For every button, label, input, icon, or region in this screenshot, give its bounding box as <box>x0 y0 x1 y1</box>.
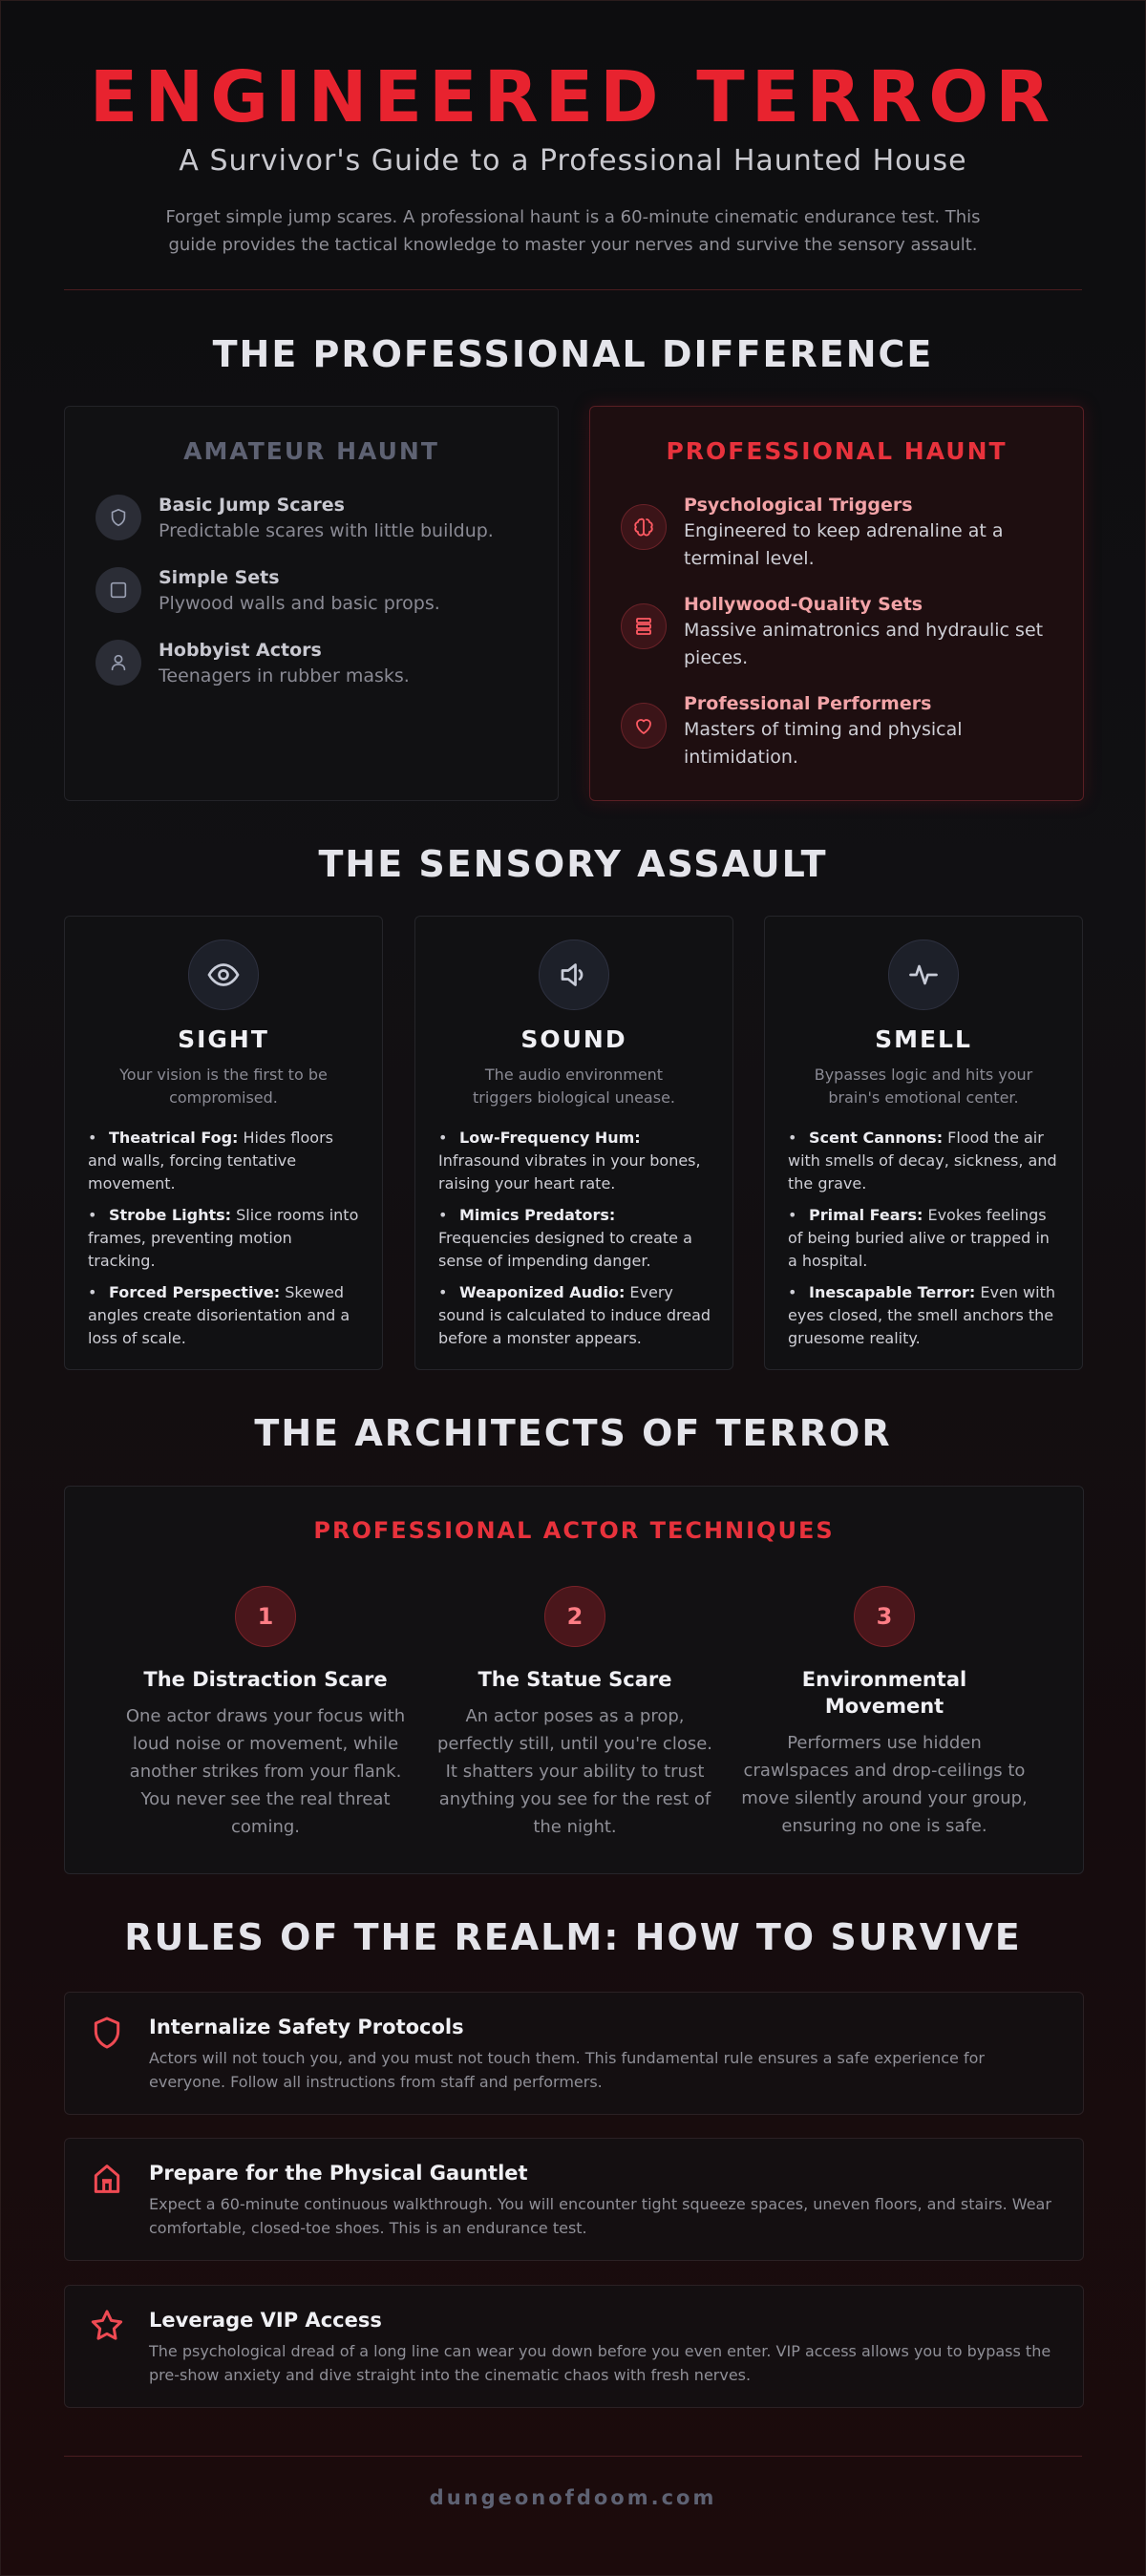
speaker-icon <box>539 940 609 1010</box>
list-item: • Weaponized Audio: Every sound is calculated to induce dread before a monster appears. <box>438 1283 711 1347</box>
amateur-haunt-title: AMATEUR HAUNT <box>183 437 439 465</box>
step-number: 3 <box>854 1586 915 1647</box>
list-item: • Forced Perspective: Skewed angles create disorientation and a loss of scale. <box>88 1283 350 1347</box>
professional-item-desc: Masters of timing and physical intimidation. <box>684 719 963 768</box>
footer-site: dungeonofdoom.com <box>429 2486 717 2509</box>
list-item: • Scent Cannons: Flood the air with smells of decay, sickness, and the grave. <box>788 1129 1057 1193</box>
rule-card <box>64 1992 1084 2115</box>
amateur-item-desc: Predictable scares with little buildup. <box>159 520 494 541</box>
section-title-architects: THE ARCHITECTS OF TERROR <box>254 1412 892 1454</box>
professional-haunt-title: PROFESSIONAL HAUNT <box>666 437 1008 465</box>
sense-list <box>438 1127 711 1359</box>
rule-card <box>64 2285 1084 2408</box>
professional-item-heading: Psychological Triggers <box>684 495 913 516</box>
list-item: • Primal Fears: Evokes feelings of being buried alive or trapped in a hospital. <box>788 1206 1050 1270</box>
star-icon <box>88 2307 126 2345</box>
rule-card <box>64 2138 1084 2261</box>
sense-card-smell <box>764 916 1083 1370</box>
divider <box>64 2456 1082 2457</box>
sense-desc: Bypasses logic and hits your brain's emotional center. <box>814 1066 1033 1107</box>
amateur-item-heading: Simple Sets <box>159 567 280 588</box>
technique-heading: Environmental Movement <box>801 1668 967 1718</box>
heart-icon <box>621 703 667 749</box>
techniques-subtitle: PROFESSIONAL ACTOR TECHNIQUES <box>313 1517 835 1544</box>
rule-heading: Prepare for the Physical Gauntlet <box>149 2162 528 2185</box>
list-item: • Inescapable Terror: Even with eyes closed, the smell anchors the gruesome reality. <box>788 1283 1055 1347</box>
list-item: • Low-Frequency Hum: Infrasound vibrates in your bones, raising your heart rate. <box>438 1129 701 1193</box>
section-title-rules: RULES OF THE REALM: HOW TO SURVIVE <box>124 1916 1022 1958</box>
intro-paragraph: Forget simple jump scares. A professional haunt is a 60-minute cinematic endurance test. This guide provides the tactical knowledge to master your nerves and survive the sensory assault. <box>165 207 981 255</box>
amateur-item-desc: Plywood walls and basic props. <box>159 593 440 614</box>
rule-heading: Leverage VIP Access <box>149 2309 382 2332</box>
amateur-item-desc: Teenagers in rubber masks. <box>159 665 410 686</box>
rule-desc: Expect a 60-minute continuous walkthrough. You will encounter tight squeeze spaces, uneven floors, and stairs. Wear comfortable, closed-toe shoes. This is an endurance test. <box>149 2195 1051 2237</box>
technique-heading: The Statue Scare <box>478 1668 672 1691</box>
shield-icon <box>96 495 141 540</box>
sense-title: SIGHT <box>178 1025 269 1053</box>
list-item: • Mimics Predators: Frequencies designed to create a sense of impending danger. <box>438 1206 692 1270</box>
page-title: ENGINEERED TERROR <box>89 56 1057 138</box>
page-subtitle: A Survivor's Guide to a Professional Haunted House <box>179 144 967 178</box>
sense-desc: The audio environment triggers biological unease. <box>472 1066 675 1107</box>
list-item: • Strobe Lights: Slice rooms into frames, preventing motion tracking. <box>88 1206 359 1270</box>
sense-list <box>788 1127 1061 1359</box>
eye-icon <box>188 940 259 1010</box>
sense-title: SOUND <box>520 1025 627 1053</box>
amateur-haunt-card <box>64 406 559 801</box>
sense-desc: Your vision is the first to be compromised. <box>119 1066 328 1107</box>
professional-item-heading: Hollywood-Quality Sets <box>684 594 923 615</box>
house-icon <box>88 2160 126 2198</box>
layers-icon <box>621 603 667 649</box>
user-icon <box>96 640 141 686</box>
brain-icon <box>621 504 667 550</box>
actor-techniques-card <box>64 1486 1084 1874</box>
sense-card-sight <box>64 916 383 1370</box>
sense-title: SMELL <box>875 1025 972 1053</box>
section-title-difference: THE PROFESSIONAL DIFFERENCE <box>212 333 934 375</box>
technique-desc: Performers use hidden crawlspaces and drop-ceilings to move silently around your group, ensuring no one is safe. <box>741 1733 1028 1836</box>
professional-item-heading: Professional Performers <box>684 693 932 714</box>
technique-heading: The Distraction Scare <box>143 1668 388 1691</box>
shield-icon <box>88 2014 126 2052</box>
step-number: 1 <box>235 1586 296 1647</box>
amateur-item-heading: Hobbyist Actors <box>159 640 322 661</box>
divider <box>64 289 1082 290</box>
sense-list <box>88 1127 361 1359</box>
rule-desc: The psychological dread of a long line can wear you down before you even enter. VIP access allows you to bypass the pre-show anxiety and dive straight into the cinematic chaos with fresh nerves. <box>149 2342 1051 2384</box>
pulse-icon <box>888 940 959 1010</box>
professional-item-desc: Massive animatronics and hydraulic set pieces. <box>684 620 1044 668</box>
square-icon <box>96 567 141 613</box>
professional-haunt-card <box>589 406 1084 801</box>
list-item: • Theatrical Fog: Hides floors and walls, forcing tentative movement. <box>88 1129 333 1193</box>
rule-heading: Internalize Safety Protocols <box>149 2016 464 2038</box>
section-title-sensory: THE SENSORY ASSAULT <box>318 843 828 885</box>
professional-item-desc: Engineered to keep adrenaline at a terminal level. <box>684 520 1004 569</box>
technique-desc: One actor draws your focus with loud noise or movement, while another strikes from your flank. You never see the real threat coming. <box>125 1706 406 1837</box>
technique-desc: An actor poses as a prop, perfectly still, until you're close. It shatters your ability to trust anything you see for the rest of the night. <box>436 1706 713 1837</box>
rule-desc: Actors will not touch you, and you must not touch them. This fundamental rule ensures a safe experience for everyone. Follow all instructions from staff and performers. <box>149 2049 985 2091</box>
amateur-item-heading: Basic Jump Scares <box>159 495 345 516</box>
sense-card-sound <box>414 916 733 1370</box>
step-number: 2 <box>544 1586 605 1647</box>
